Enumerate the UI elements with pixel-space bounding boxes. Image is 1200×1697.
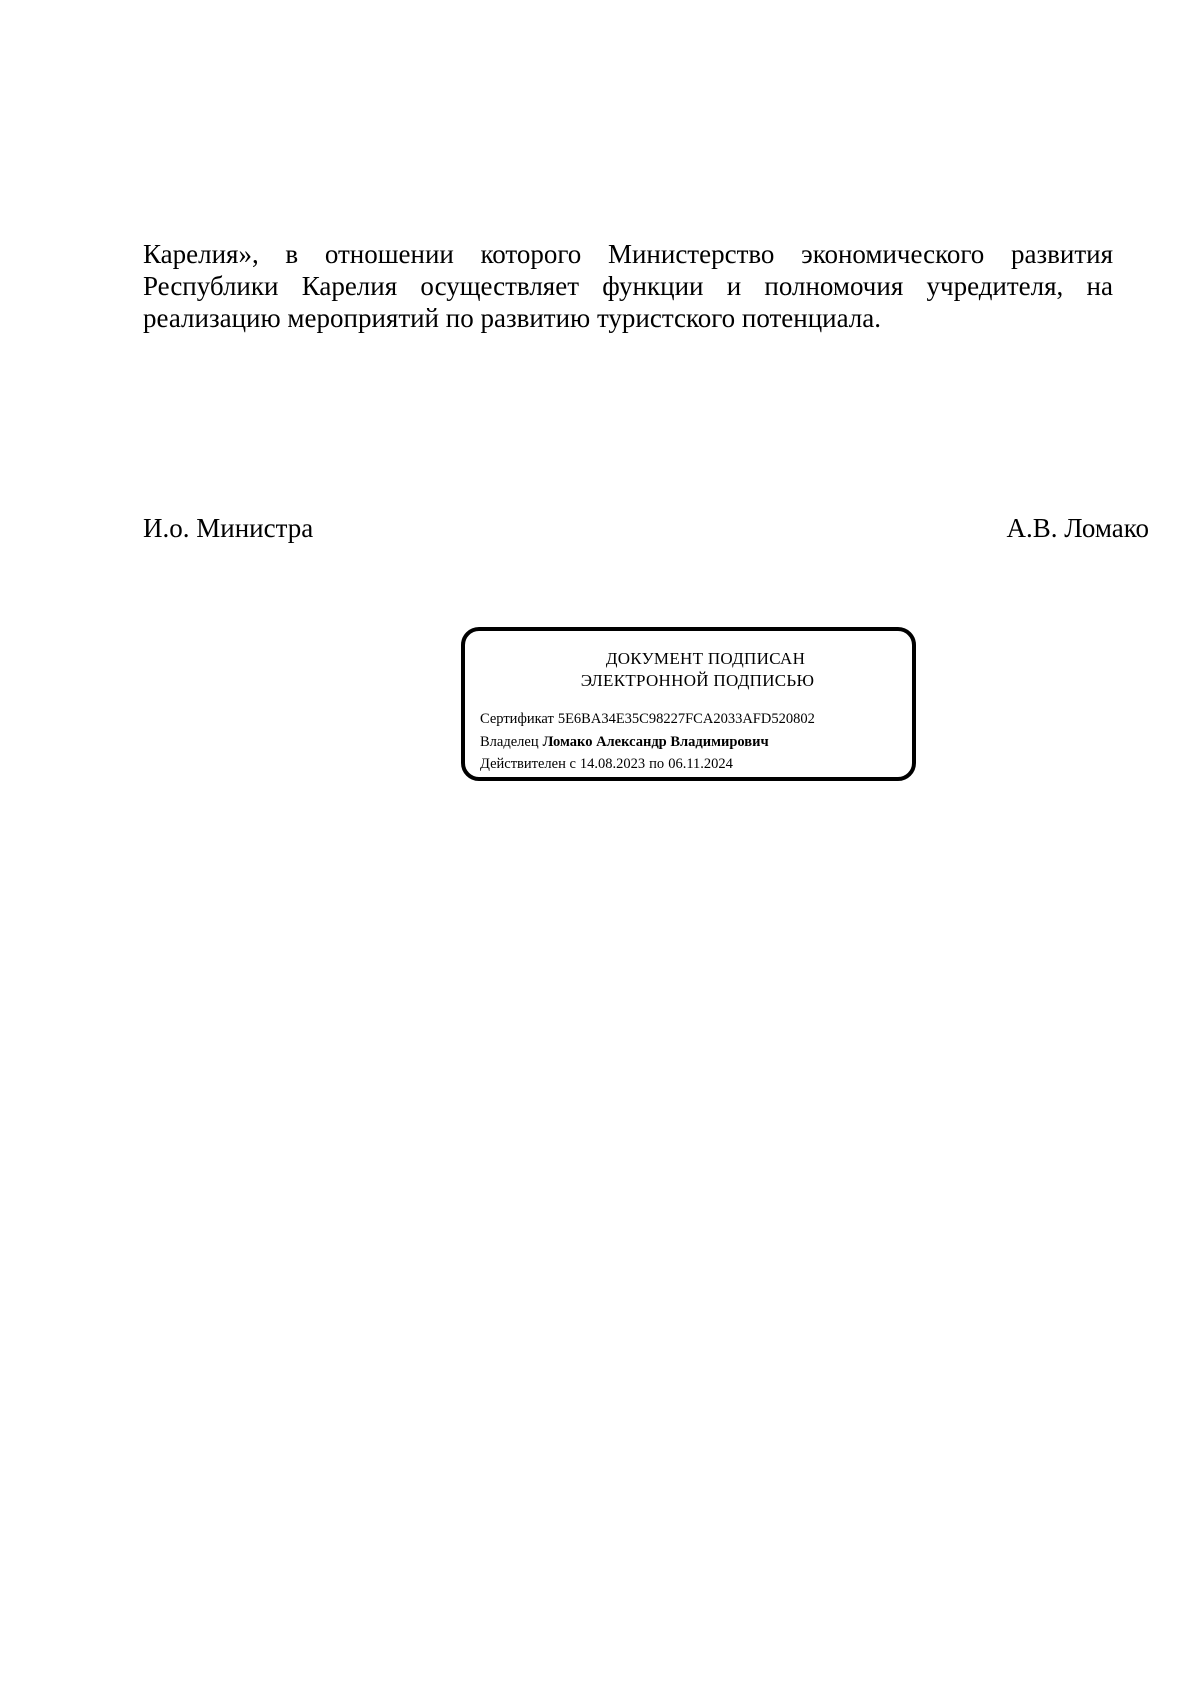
valid-to-label: по: [649, 756, 665, 772]
paragraph-line: реализацию мероприятий по развитию туристского потенциала.: [143, 303, 882, 333]
stamp-title-line2: ЭЛЕКТРОННОЙ ПОДПИСЬЮ: [580, 671, 815, 690]
valid-to: 06.11.2024: [668, 756, 733, 772]
body-paragraph: [143, 238, 1113, 334]
electronic-signature-stamp: [461, 627, 916, 781]
stamp-certificate-row: [480, 709, 815, 729]
signature-row: [143, 512, 1149, 544]
stamp-validity-row: [480, 754, 733, 774]
paragraph-line: Карелия», в отношении которого Министерство экономического развития: [143, 239, 1113, 269]
stamp-title-line1: ДОКУМЕНТ ПОДПИСАН: [605, 649, 806, 668]
valid-label: Действителен с: [480, 756, 576, 772]
signer-position: И.о. Министра: [143, 513, 314, 543]
certificate-label: Сертификат: [480, 711, 554, 727]
paragraph-line: Республики Карелия осуществляет функции и полномочия учредителя, на: [143, 271, 1113, 301]
certificate-value: 5E6BA34E35C98227FCA2033AFD520802: [557, 711, 815, 727]
owner-label: Владелец: [480, 734, 539, 750]
valid-from: 14.08.2023: [579, 756, 646, 772]
stamp-owner-row: [480, 732, 769, 752]
signer-name: А.В. Ломако: [1006, 513, 1149, 543]
owner-value: Ломако Александр Владимирович: [542, 734, 769, 750]
